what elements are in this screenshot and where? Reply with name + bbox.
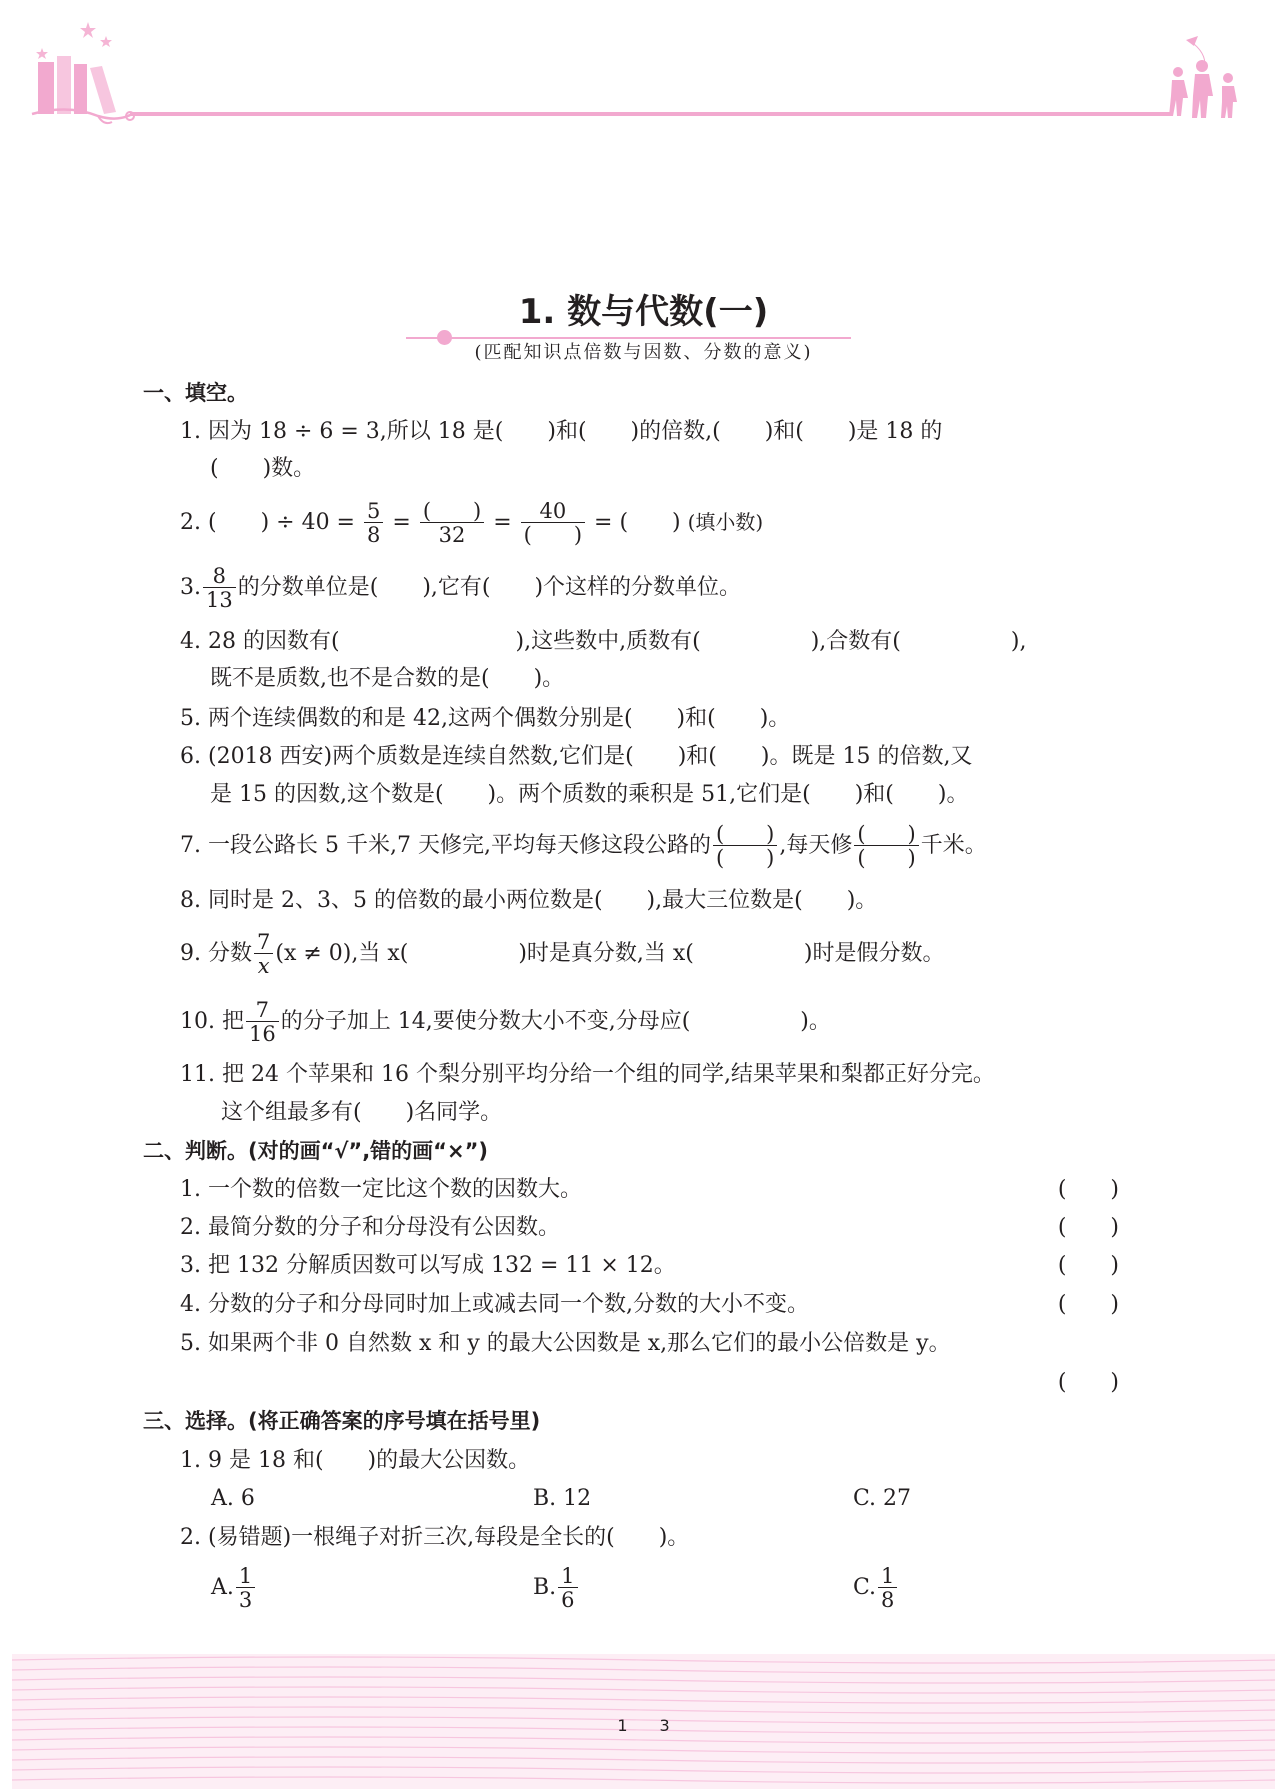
section-choice-heading: 三、选择。(将正确答案的序号填在括号里) [143, 1409, 541, 1433]
page-number: 1 3 [617, 1716, 670, 1735]
question-7 [180, 818, 987, 874]
fraction-denominator: ( ) [523, 522, 583, 547]
question-7-mid: ,每天修 [779, 833, 853, 858]
choice-2-option-a[interactable] [211, 1560, 257, 1616]
fraction-numerator: 1 [558, 1565, 577, 1588]
question-3-prefix: 3. [180, 575, 201, 600]
fraction-denominator: ( ) [857, 845, 916, 870]
question-9 [180, 926, 944, 982]
question-3 [180, 560, 741, 616]
question-9-suffix: (x ≠ 0),当 x( )时是真分数,当 x( )时是假分数。 [275, 941, 945, 966]
judge-item-2: 2. 最简分数的分子和分母没有公因数。 [180, 1215, 560, 1240]
question-2-note: (填小数) [687, 510, 764, 534]
fraction-blank-32 [420, 500, 484, 547]
question-2-suffix: = ( ) [594, 510, 681, 535]
fraction-numerator: 7 [254, 931, 273, 954]
header-line [130, 112, 1170, 116]
option-label: C. [853, 1575, 877, 1600]
judge-item-3: 3. 把 132 分解质因数可以写成 132 = 11 × 12。 [180, 1253, 676, 1278]
judge-answer-bracket-3[interactable]: ( ) [1057, 1253, 1119, 1278]
judge-item-1: 1. 一个数的倍数一定比这个数的因数大。 [180, 1177, 582, 1202]
choice-1-option-b[interactable]: B. 12 [533, 1486, 592, 1511]
question-4-line-1: 4. 28 的因数有( ),这些数中,质数有( ),合数有( ), [180, 629, 1027, 654]
equals-sign: = [392, 510, 411, 535]
fraction-8-13 [203, 565, 236, 612]
fraction-1-3 [236, 1565, 255, 1612]
fraction-numerator: 5 [364, 500, 383, 523]
fraction-40-blank [521, 500, 585, 547]
fraction-denominator: 8 [881, 1587, 895, 1612]
question-6-line-2: 是 15 的因数,这个数是( )。两个质数的乘积是 51,它们是( )和( )。 [210, 782, 969, 807]
judge-answer-bracket-2[interactable]: ( ) [1057, 1215, 1119, 1240]
equals-sign: = [493, 510, 512, 535]
choice-1-option-c[interactable]: C. 27 [853, 1486, 912, 1511]
fraction-denominator: ( ) [715, 845, 775, 870]
fraction-1-6 [558, 1565, 577, 1612]
choice-1-option-a[interactable]: A. 6 [211, 1486, 255, 1511]
fraction-denominator: x [257, 953, 270, 978]
fraction-numerator: 7 [246, 999, 279, 1022]
fraction-numerator: 8 [203, 565, 236, 588]
fraction-denominator: 3 [238, 1587, 253, 1612]
option-label: A. [211, 1575, 234, 1600]
children-kite-icon [1158, 36, 1248, 120]
question-10-prefix: 10. 把 [180, 1009, 244, 1034]
fraction-denominator: 16 [248, 1021, 276, 1046]
question-2 [180, 494, 763, 551]
fraction-numerator: ( ) [420, 500, 484, 523]
question-10 [180, 994, 831, 1050]
fraction-numerator: ( ) [854, 823, 918, 846]
fraction-blank-2 [854, 823, 918, 870]
choice-question-2: 2. (易错题)一根绳子对折三次,每段是全长的( )。 [180, 1525, 690, 1550]
fraction-numerator: 1 [236, 1565, 255, 1588]
question-2-prefix: 2. ( ) ÷ 40 = [180, 510, 355, 535]
fraction-numerator: 1 [878, 1565, 897, 1588]
choice-question-1: 1. 9 是 18 和( )的最大公因数。 [180, 1448, 531, 1473]
fraction-numerator: ( ) [713, 823, 777, 846]
judge-item-5: 5. 如果两个非 0 自然数 x 和 y 的最大公因数是 x,那么它们的最小公倍数是 y。 [180, 1331, 951, 1356]
question-11-line-2: 这个组最多有( )名同学。 [221, 1100, 503, 1125]
fraction-7-x [254, 931, 273, 978]
choice-2-option-c[interactable] [853, 1560, 899, 1616]
question-8: 8. 同时是 2、3、5 的倍数的最小两位数是( ),最大三位数是( )。 [180, 888, 878, 913]
choice-2-option-b[interactable] [533, 1560, 580, 1616]
question-3-suffix: 的分数单位是( ),它有( )个这样的分数单位。 [237, 575, 742, 600]
fraction-denominator: 8 [367, 522, 381, 547]
option-label: B. [533, 1575, 557, 1600]
title-underline [406, 337, 851, 339]
question-5: 5. 两个连续偶数的和是 42,这两个偶数分别是( )和( )。 [180, 706, 791, 731]
question-11-line-1: 11. 把 24 个苹果和 16 个梨分别平均分给一个组的同学,结果苹果和梨都正好分完。 [180, 1062, 995, 1087]
fraction-1-8 [878, 1565, 897, 1612]
section-fill-blank-heading: 一、填空。 [143, 381, 248, 405]
fraction-numerator: 40 [521, 500, 585, 523]
question-1-line-2: ( )数。 [210, 456, 316, 481]
judge-answer-bracket-4[interactable]: ( ) [1057, 1292, 1119, 1317]
fraction-blank-1 [713, 823, 777, 870]
section-judge-heading: 二、判断。(对的画“√”,错的画“×”) [143, 1139, 488, 1163]
question-4-line-2: 既不是质数,也不是合数的是( )。 [210, 666, 565, 691]
question-7-prefix: 7. 一段公路长 5 千米,7 天修完,平均每天修这段公路的 [180, 833, 711, 858]
page-subtitle: (匹配知识点倍数与因数、分数的意义) [474, 342, 813, 363]
fraction-denominator: 32 [438, 522, 466, 547]
fraction-denominator: 13 [206, 587, 233, 612]
books-stars-icon [28, 18, 143, 128]
judge-answer-bracket-1[interactable]: ( ) [1057, 1177, 1119, 1202]
fraction-denominator: 6 [561, 1587, 575, 1612]
question-1-line-1: 1. 因为 18 ÷ 6 = 3,所以 18 是( )和( )的倍数,( )和( )是 18 的 [180, 419, 943, 444]
question-6-line-1: 6. (2018 西安)两个质数是连续自然数,它们是( )和( )。既是 15 的倍数,又 [180, 744, 973, 769]
question-9-prefix: 9. 分数 [180, 941, 252, 966]
judge-item-4: 4. 分数的分子和分母同时加上或减去同一个数,分数的大小不变。 [180, 1292, 809, 1317]
fraction-7-16 [246, 999, 279, 1046]
question-7-suffix: 千米。 [920, 833, 987, 858]
judge-answer-bracket-5[interactable]: ( ) [1057, 1370, 1119, 1395]
question-10-suffix: 的分子加上 14,要使分数大小不变,分母应( )。 [280, 1009, 831, 1034]
fraction-5-8 [364, 500, 383, 547]
page-title: 1. 数与代数(一) [518, 292, 769, 332]
